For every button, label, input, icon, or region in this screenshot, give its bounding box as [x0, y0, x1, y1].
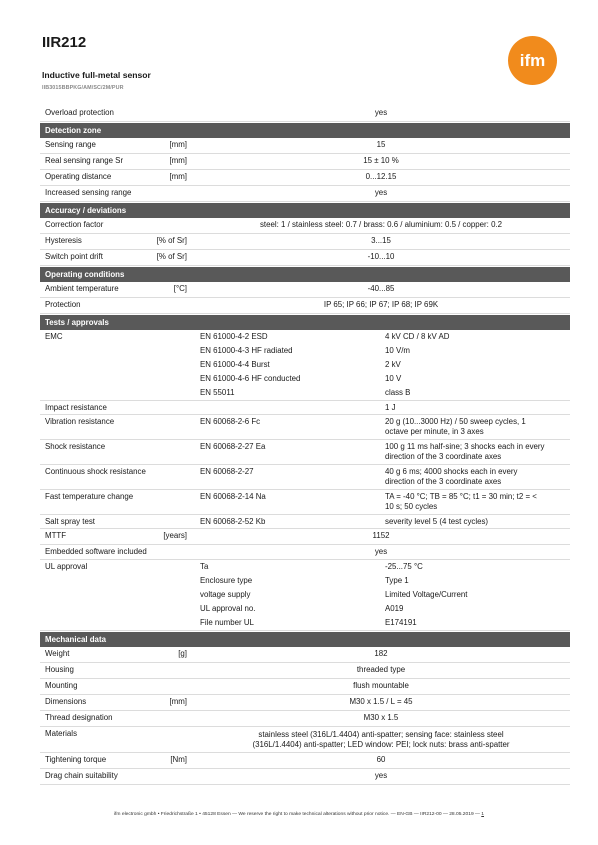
emc-standard: EN 61000-4-6 HF conducted	[200, 374, 301, 383]
row-label: Impact resistance	[45, 403, 107, 412]
row-value: 15 ± 10 %	[363, 156, 399, 165]
row-value: threaded type	[356, 665, 406, 674]
section-detection-zone: Detection zone	[40, 123, 570, 138]
row-drag-chain-suitability	[40, 769, 570, 785]
row-label: Dimensions	[45, 697, 87, 706]
row-value: yes	[374, 771, 388, 780]
row-ul-approval	[40, 560, 570, 574]
row-label: Materials	[45, 729, 78, 738]
row-label: Ambient temperature	[45, 284, 119, 293]
row-label: Embedded software included	[45, 547, 147, 556]
row-label: Salt spray test	[45, 517, 95, 526]
row-label: Correction factor	[45, 220, 104, 229]
row-label: Weight	[45, 649, 70, 658]
row-sensing-range	[40, 138, 570, 154]
row-label: Tightening torque	[45, 755, 107, 764]
row-value: flush mountable	[353, 681, 409, 690]
row-thread-designation	[40, 711, 570, 727]
row-value: yes	[374, 547, 388, 556]
row-materials	[40, 727, 570, 753]
page-footer	[0, 812, 598, 817]
ul-key: File number UL	[200, 618, 254, 627]
row-label: Sensing range	[45, 140, 96, 149]
row-value: -40...85	[367, 284, 395, 293]
row-label: Thread designation	[45, 713, 113, 722]
row-unit: [°C]	[173, 284, 187, 293]
row-value-line1: 100 g 11 ms half-sine; 3 shocks each in every	[385, 442, 545, 451]
row-unit: [mm]	[169, 140, 187, 149]
row-emc	[40, 330, 570, 344]
row-switch-point-drift	[40, 250, 570, 266]
row-emc	[40, 372, 570, 386]
row-real-sensing-range	[40, 154, 570, 170]
row-label: Continuous shock resistance	[45, 467, 146, 476]
row-value: -10...10	[367, 252, 395, 261]
ul-key: Enclosure type	[200, 576, 253, 585]
row-ul-approval	[40, 602, 570, 616]
row-value: 15	[376, 140, 386, 149]
row-value: M30 x 1.5	[363, 713, 399, 722]
row-increased-sensing-range	[40, 186, 570, 202]
row-value-line2: octave per minute, in 3 axes	[385, 427, 484, 436]
row-standard: EN 60068-2-52 Kb	[200, 517, 266, 526]
ul-value: A019	[385, 604, 404, 613]
row-housing	[40, 663, 570, 679]
row-value-line2: direction of the 3 coordinate axes	[385, 452, 502, 461]
row-value: yes	[374, 108, 388, 117]
row-label: Hysteresis	[45, 236, 82, 245]
row-protection	[40, 298, 570, 314]
row-operating-distance	[40, 170, 570, 186]
row-emc	[40, 358, 570, 372]
row-unit: [years]	[163, 531, 187, 540]
product-subtitle: Inductive full-metal sensor	[42, 70, 151, 80]
row-unit: [mm]	[169, 156, 187, 165]
row-label: Fast temperature change	[45, 492, 134, 501]
row-label: UL approval	[45, 562, 88, 571]
row-unit: [g]	[178, 649, 187, 658]
row-label: Switch point drift	[45, 252, 103, 261]
ul-key: Ta	[200, 562, 209, 571]
row-value-line1: stainless steel (316L/1.4404) anti-spatter; sensing face: stainless steel	[258, 730, 504, 739]
row-impact-resistance	[40, 401, 570, 415]
ul-value: -25...75 °C	[385, 562, 423, 571]
section-operating-conditions: Operating conditions	[40, 267, 570, 282]
ifm-logo	[508, 36, 557, 85]
row-value-line2: 10 s; 50 cycles	[385, 502, 438, 511]
row-emc	[40, 386, 570, 401]
ul-value: Limited Voltage/Current	[385, 590, 468, 599]
row-standard: EN 60068-2-14 Na	[200, 492, 266, 501]
row-standard: EN 60068-2-6 Fc	[200, 417, 261, 426]
row-label: Real sensing range Sr	[45, 156, 124, 165]
row-label: EMC	[45, 332, 63, 341]
row-ul-approval	[40, 574, 570, 588]
emc-standard: EN 55011	[200, 388, 235, 397]
row-hysteresis	[40, 234, 570, 250]
emc-value: 2 kV	[385, 360, 401, 369]
row-fast-temperature-change	[40, 490, 570, 515]
row-unit: [% of Sr]	[156, 252, 187, 261]
row-vibration-resistance	[40, 415, 570, 440]
page-number: 1	[481, 812, 485, 817]
emc-standard: EN 61000-4-4 Burst	[200, 360, 270, 369]
article-number: IIB3015BBPKG/AM/SC/2M/PUR	[42, 85, 124, 91]
row-label: Overload protection	[45, 108, 114, 117]
row-value-line1: TA = -40 °C; TB = 85 °C; t1 = 30 min; t2 = <	[385, 492, 537, 501]
row-label: Protection	[45, 300, 81, 309]
footer-text: ifm electronic gmbh • Friedrichstraße 1 • 45128 Essen — We reserve the right to make technical alterations without prior notice. — EN-GB — IIR212-00 — 28.05.2019 —	[113, 812, 480, 817]
row-value: 60	[376, 755, 386, 764]
emc-value: class B	[385, 388, 411, 397]
section-tests-approvals: Tests / approvals	[40, 315, 570, 330]
ul-value: Type 1	[385, 576, 409, 585]
section-accuracy: Accuracy / deviations	[40, 203, 570, 218]
ul-key: voltage supply	[200, 590, 251, 599]
emc-value: 10 V	[385, 374, 402, 383]
row-value: steel: 1 / stainless steel: 0.7 / brass: 0.6 / aluminium: 0.5 / copper: 0.2	[259, 220, 503, 229]
row-ambient-temperature	[40, 282, 570, 298]
row-value-line1: 20 g (10...3000 Hz) / 50 sweep cycles, 1	[385, 417, 526, 426]
row-value: 1 J	[385, 403, 396, 412]
row-value: severity level 5 (4 test cycles)	[385, 517, 489, 526]
row-label: Shock resistance	[45, 442, 106, 451]
row-unit: [mm]	[169, 172, 187, 181]
row-mttf	[40, 529, 570, 545]
row-label: Mounting	[45, 681, 78, 690]
row-ul-approval	[40, 588, 570, 602]
emc-value: 4 kV CD / 8 kV AD	[385, 332, 450, 341]
row-label: Vibration resistance	[45, 417, 115, 426]
row-unit: [Nm]	[170, 755, 187, 764]
row-value: 182	[374, 649, 388, 658]
row-value: M30 x 1.5 / L = 45	[349, 697, 413, 706]
row-value: yes	[374, 188, 388, 197]
emc-value: 10 V/m	[385, 346, 410, 355]
row-standard: EN 60068-2-27 Ea	[200, 442, 266, 451]
datasheet-table	[40, 106, 570, 785]
row-label: Increased sensing range	[45, 188, 132, 197]
row-salt-spray-test	[40, 515, 570, 529]
row-unit: [% of Sr]	[156, 236, 187, 245]
row-tightening-torque	[40, 753, 570, 769]
ul-key: UL approval no.	[200, 604, 256, 613]
row-value-line1: 40 g 6 ms; 4000 shocks each in every	[385, 467, 518, 476]
row-value-line2: direction of the 3 coordinate axes	[385, 477, 502, 486]
row-continuous-shock-resistance	[40, 465, 570, 490]
row-mounting	[40, 679, 570, 695]
row-embedded-software	[40, 545, 570, 560]
row-label: Drag chain suitability	[45, 771, 118, 780]
ul-value: E174191	[385, 618, 417, 627]
row-unit: [mm]	[169, 697, 187, 706]
section-mechanical-data: Mechanical data	[40, 632, 570, 647]
row-shock-resistance	[40, 440, 570, 465]
row-dimensions	[40, 695, 570, 711]
row-standard: EN 60068-2-27	[200, 467, 254, 476]
logo-text: ifm	[519, 51, 546, 70]
row-correction-factor	[40, 218, 570, 234]
row-ul-approval	[40, 616, 570, 631]
row-emc	[40, 344, 570, 358]
product-title: IIR212	[42, 34, 87, 51]
row-weight	[40, 647, 570, 663]
emc-standard: EN 61000-4-2 ESD	[200, 332, 268, 341]
row-label: MTTF	[45, 531, 67, 540]
row-value: 1152	[372, 531, 390, 540]
row-value: 0...12.15	[365, 172, 397, 181]
row-label: Housing	[45, 665, 74, 674]
row-label: Operating distance	[45, 172, 112, 181]
row-overload-protection	[40, 106, 570, 122]
row-value: IP 65; IP 66; IP 67; IP 68; IP 69K	[323, 300, 439, 309]
row-value: 3...15	[371, 236, 391, 245]
row-value-line2: (316L/1.4404) anti-spatter; LED window: PEI; lock nuts: brass anti-spatter	[252, 740, 510, 749]
emc-standard: EN 61000-4-3 HF radiated	[200, 346, 293, 355]
